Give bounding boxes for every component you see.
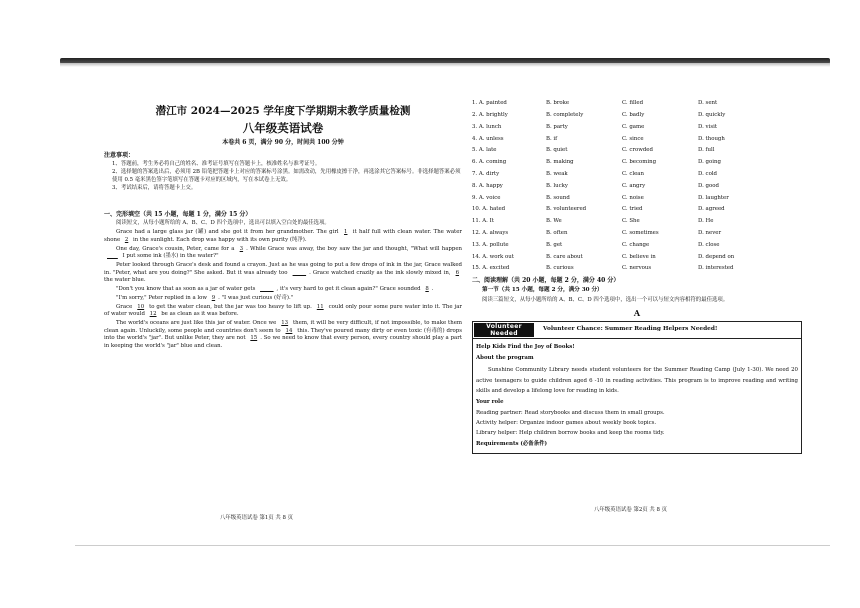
passage-letter: A [633, 308, 641, 319]
option-cell: B. volunteered [546, 206, 587, 213]
option-cell: C. change [622, 241, 650, 248]
blank-number: 6 [455, 269, 460, 276]
ad-about-text: Sunshine Community Library needs student volunteers for the Summer Reading Camp (July 1-30). We need 20 active teenagers to guide children aged 6 -10 in reading activities. This program is to improve reading and writing skills and develop a lifelong love for reading in kids. [476, 367, 798, 394]
option-cell: 6. A. coming [472, 159, 507, 166]
section2-subheading: 第一节（共 15 小题，每题 2 分，满分 30 分） [482, 287, 603, 294]
passage-paragraph [104, 304, 462, 319]
option-cell: B. completely [546, 111, 584, 118]
passage-text: Peter looked through Grace's desk and found a crayon. Just as he was going to put a few drops of ink in the jar, Grace walked in. "Peter, what are you doing?" She asked. But it was already too [104, 262, 462, 276]
passage-text: . "I was just curious (好奇)." [218, 295, 294, 302]
passage-text: . Grace watched crazily as the ink slowly mixed in, [309, 269, 453, 276]
option-row [472, 157, 772, 169]
ad-title: Volunteer Chance: Summer Reading Helpers Needed! [543, 326, 718, 333]
exam-subtitle: 八年级英语试卷 [242, 121, 324, 136]
option-cell: D. agreed [698, 206, 725, 213]
passage-paragraph [104, 229, 462, 244]
ad-role-item: Activity helper: Organize indoor games about weekly book topics. [476, 420, 657, 427]
option-row [472, 145, 772, 157]
option-cell: D. though [698, 135, 725, 142]
ad-role-item: Library helper: Help children borrow books and keep the rooms tidy. [476, 430, 665, 437]
option-cell: C. becoming [622, 159, 657, 166]
option-cell: 13. A. pollute [472, 241, 509, 248]
scan-edge-bottom [75, 545, 830, 546]
passage-text: . [431, 286, 434, 293]
option-cell: C. filled [622, 100, 644, 107]
option-cell: 1. A. painted [472, 100, 507, 107]
option-cell: D. full [698, 147, 715, 154]
passage-text: in the sunlight. Each drop was happy with its own purity (纯净). [131, 236, 307, 243]
option-cell: C. sometimes [622, 229, 659, 236]
logo-line-2: Needed [490, 330, 518, 338]
option-cell: 14. A. work out [472, 253, 514, 260]
passage-paragraph [104, 295, 462, 302]
option-cell: B. weak [546, 170, 568, 177]
passage-text: "Don't you know that as soon as a jar of water gets [116, 286, 258, 293]
passage-text: the water blue. [104, 277, 146, 284]
blank-number: 11 [316, 303, 324, 310]
scan-edge-shadow [60, 63, 830, 67]
option-cell: B. often [546, 229, 568, 236]
option-cell: C. angry [622, 182, 646, 189]
passage-paragraph [104, 246, 462, 261]
section1-instruction: 阅读短文，从每小题所给的 A、B、C、D 四个选项中，选出可以填入空白处的最佳选项。 [116, 220, 330, 227]
option-row [472, 204, 772, 216]
ad-role-item: Reading partner: Read storybooks and discuss them in small groups. [476, 409, 665, 416]
blank-number: ____ [107, 253, 118, 260]
option-cell: B. party [546, 123, 568, 130]
passage-paragraph [104, 262, 462, 284]
passage-paragraph [104, 320, 462, 350]
option-row [472, 228, 772, 240]
option-cell: C. since [622, 135, 644, 142]
ad-role-heading: Your role [476, 399, 504, 406]
option-cell: B. if [546, 135, 558, 142]
option-cell: 5. A. late [472, 147, 497, 154]
passage-text: it half full with clean water. The water shone [104, 229, 462, 243]
passage-paragraph [104, 286, 462, 293]
passage-text: them, it will be very difficult, if not impossible, to make them clean again. Unluckily, some people and countries don't seem to [104, 320, 462, 334]
ad-tagline: Help Kids Find the Joy of Books! [476, 344, 575, 351]
option-row [472, 263, 772, 275]
option-row [472, 240, 772, 252]
notice-item: 1、答题前，考生务必将自己的姓名、准考证号填写在答题卡上，核准姓名与准考证号。 [112, 160, 321, 167]
option-cell: C. game [622, 123, 645, 130]
exam-title: 潜江市 2024—2025 学年度下学期期末教学质量检测 [155, 105, 411, 117]
passage-text: Grace had a large glass jar (罐) and she got it from her grandmother. The girl [116, 229, 342, 236]
page-2 [472, 98, 802, 528]
ad-requirements-heading: Requirements (必备条件) [476, 440, 548, 447]
option-cell: 4. A. unless [472, 135, 504, 142]
blank-number: 12 [149, 311, 157, 318]
passage-text: be as clean as it was before. [159, 311, 239, 318]
section2-heading: 二、阅读理解（共 20 小题，每题 2 分，满分 40 分） [472, 276, 620, 284]
option-cell: D. interested [698, 265, 734, 272]
notice-item: 3、考试结束后，请将答题卡上交。 [112, 185, 197, 192]
logo-line-1: Volunteer [486, 323, 522, 331]
section1-heading: 一、完形填空（共 15 小题，每题 1 分，满分 15 分） [104, 210, 252, 218]
option-row [472, 133, 772, 145]
blank-number: 9 [211, 295, 216, 302]
option-row [472, 251, 772, 263]
blank-number: 15 [250, 335, 258, 342]
section2-instruction: 阅读三篇短文，从每小题所给的 A、B、C、D 四个选项中，选出一个可以与短文内容相符的最佳选项。 [482, 296, 729, 303]
page-1 [104, 68, 462, 538]
option-cell: B. care about [546, 253, 583, 260]
passage-text: . So we need to know that every person, every country should play a part in keeping the world's "jar" blue and clean. [104, 335, 462, 349]
notice-heading: 注意事项： [104, 151, 135, 159]
option-cell: 3. A. lunch [472, 123, 502, 130]
option-cell: D. quickly [698, 111, 726, 118]
option-cell: B. curious [546, 265, 574, 272]
option-cell: B. lucky [546, 182, 568, 189]
passage-text: I put some ink (墨水) in the water?" [120, 253, 219, 260]
option-cell: 11. A. It [472, 218, 494, 225]
blank-number: 8 [425, 286, 429, 293]
passage-text: this. They've poured many dirty or even toxic (有毒的) drops into the world's "jar". But unlike Peter, they are not [104, 327, 462, 342]
option-row [472, 98, 772, 110]
volunteer-needed-logo [474, 323, 534, 337]
blank-number: 2 [124, 236, 129, 243]
notice-item: 2、选择题的答案选出后，必须用 2B 铅笔把答题卡上对应的答案标号涂黑。如需改动，先用橡皮擦干净，再选涂其它答案标号。非选择题答案必须使用 0.5 毫米黑色签字笔填写在答题卡对应的区域内，写在本试卷上无效。 [112, 169, 461, 183]
option-row [472, 216, 772, 228]
option-cell: C. noise [622, 194, 644, 201]
blank-number: 1 [344, 229, 348, 236]
option-row [472, 110, 772, 122]
option-cell: D. going [698, 159, 721, 166]
footer-page-1: 八年级英语试卷 第1页 共 8 页 [220, 515, 294, 521]
passage-text: Grace [116, 303, 135, 310]
option-cell: 10. A. hated [472, 206, 506, 213]
ad-roles [476, 410, 798, 438]
option-cell: D. never [698, 229, 722, 236]
option-row [472, 181, 772, 193]
option-cell: C. badly [622, 111, 645, 118]
option-cell: C. tried [622, 206, 643, 213]
blank-number: 3 [239, 245, 244, 252]
passage-text: . While Grace was away, the boy saw the jar and thought, "What will happen [246, 245, 462, 252]
ad-body [473, 339, 801, 453]
ad-header [473, 322, 801, 339]
passage-text: , it's very hard to get it clean again?" Grace sounded [276, 286, 423, 293]
option-row [472, 122, 772, 134]
passage-text: could only pour some pure water into it. The jar of water would [104, 303, 462, 318]
option-cell: C. clean [622, 170, 644, 177]
notice-list [104, 161, 462, 193]
option-cell: D. laughter [698, 194, 729, 201]
option-cell: C. believe in [622, 253, 656, 260]
options-table [472, 98, 772, 275]
option-cell: C. nervous [622, 265, 652, 272]
blank-number: _____ [292, 269, 307, 276]
option-cell: 12. A. always [472, 229, 509, 236]
blank-number: 13 [281, 320, 289, 327]
ad-about-heading: About the program [476, 354, 534, 361]
passage-text: to get the water clean, but the jar was too heavy to lift up. [147, 303, 314, 310]
blank-number: _____ [260, 286, 274, 293]
option-cell: 9. A. voice [472, 194, 501, 201]
passage-text: "I'm sorry," Peter replied in a low [116, 295, 209, 302]
cloze-passage [104, 229, 462, 350]
option-cell: B. making [546, 159, 574, 166]
option-cell: B. sound [546, 194, 570, 201]
exam-meta: 本卷共 6 页，满分 90 分，时间共 100 分钟 [222, 139, 344, 147]
option-cell: D. visit [698, 123, 717, 130]
option-cell: B. quiet [546, 147, 568, 154]
option-cell: C. crowded [622, 147, 653, 154]
option-cell: 2. A. brightly [472, 111, 508, 118]
passage-text: The world's oceans are just like this jar of water. Once we [116, 320, 279, 327]
option-cell: D. good [698, 182, 719, 189]
option-cell: D. He [698, 218, 714, 225]
blank-number: 10 [137, 303, 145, 310]
passage-text: One day, Grace's cousin, Peter, came for a [116, 245, 237, 252]
option-cell: B. We [546, 218, 562, 225]
option-row [472, 169, 772, 181]
option-cell: C. She [622, 218, 640, 225]
volunteer-ad [472, 321, 802, 454]
blank-number: 14 [285, 327, 293, 334]
option-cell: 8. A. happy [472, 182, 503, 189]
option-row [472, 192, 772, 204]
option-cell: D. close [698, 241, 720, 248]
option-cell: 15. A. excited [472, 265, 510, 272]
option-cell: 7. A. dirty [472, 170, 500, 177]
option-cell: D. cold [698, 170, 717, 177]
option-cell: D. sent [698, 100, 718, 107]
option-cell: B. broke [546, 100, 570, 107]
option-cell: B. get [546, 241, 563, 248]
option-cell: D. depend on [698, 253, 735, 260]
footer-page-2: 八年级英语试卷 第2页 共 8 页 [594, 507, 668, 513]
